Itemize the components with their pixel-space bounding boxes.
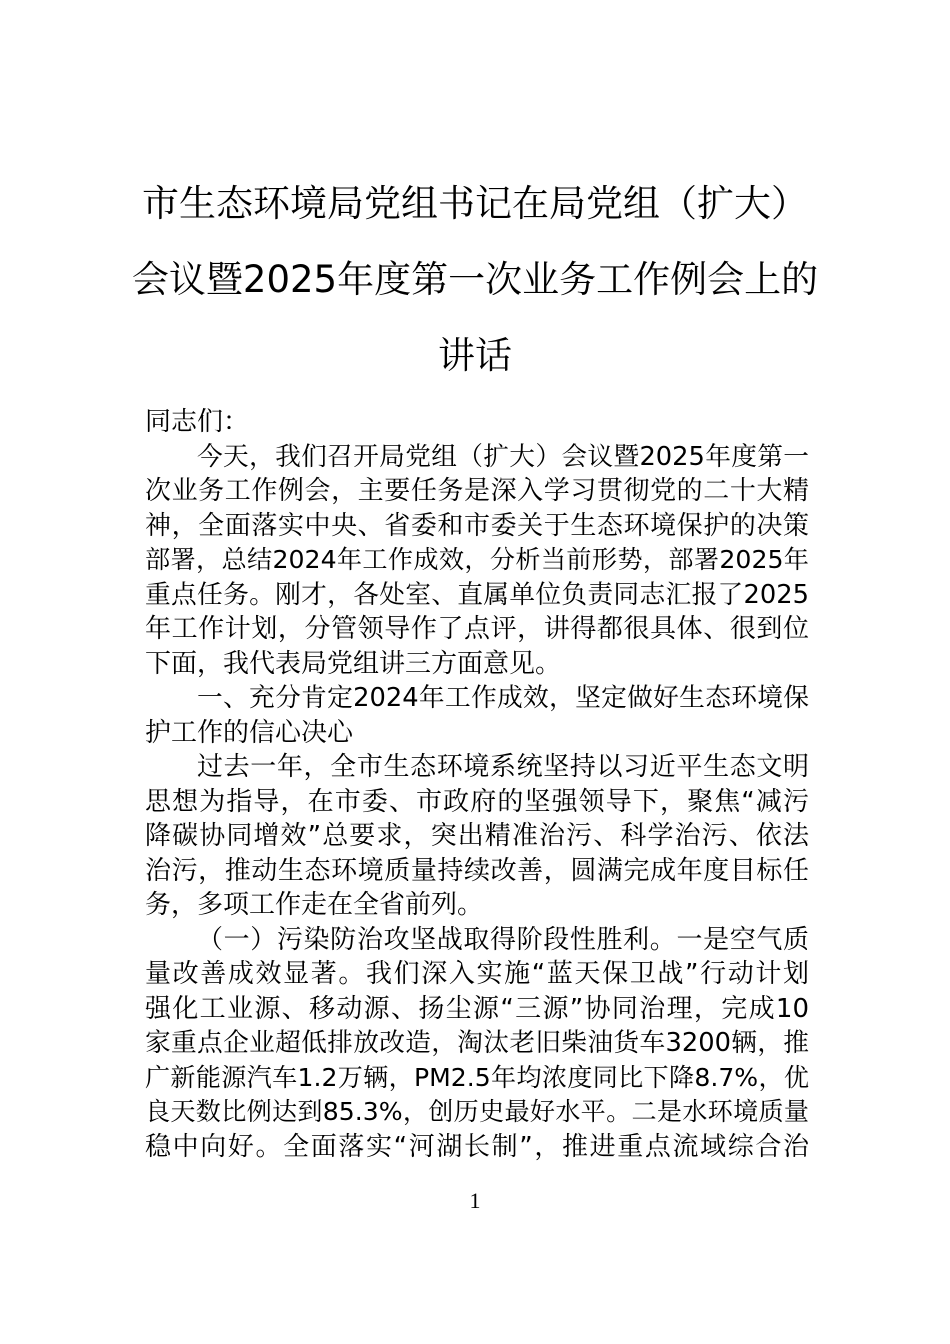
paragraph-line: 今天，我们召开局党组（扩大）会议暨2025年度第一 [197, 441, 809, 472]
paragraph-line: 家重点企业超低排放改造，淘汰老旧柴油货车3200辆，推 [145, 1028, 809, 1058]
paragraph-line: 广新能源汽车1.2万辆，PM2.5年均浓度同比下降8.7%，优 [145, 1062, 809, 1092]
paragraph-line: 部署，总结2024年工作成效，分析当前形势，部署2025年 [145, 545, 809, 574]
document-title [120, 166, 830, 394]
paragraph-line: （一）污染防治攻坚战取得阶段性胜利。一是空气质 [197, 924, 809, 955]
paragraph-line: 量改善成效显著。我们深入实施“蓝天保卫战”行动计划 [145, 959, 809, 989]
paragraph-line: 思想为指导，在市委、市政府的坚强领导下，聚焦“减污 [145, 786, 809, 817]
document-body [145, 405, 809, 1164]
paragraph-line: 重点任务。刚才，各处室、直属单位负责同志汇报了2025 [145, 579, 809, 610]
paragraph-line: 神，全面落实中央、省委和市委关于生态环境保护的决策 [145, 510, 809, 541]
paragraph-line: 良天数比例达到85.3%，创历史最好水平。二是水环境质量 [145, 1097, 809, 1126]
title-line-2: 会议暨2025年度第一次业务工作例会上的 [131, 258, 819, 301]
section-heading-line: 护工作的信心决心 [145, 717, 354, 748]
page-number: 1 [469, 1188, 481, 1213]
paragraph-line: 次业务工作例会，主要任务是深入学习贯彻党的二十大精 [145, 476, 809, 506]
paragraph-line: 下面，我代表局党组讲三方面意见。 [145, 648, 562, 679]
paragraph-line: 稳中向好。全面落实“河湖长制”，推进重点流域综合治 [145, 1131, 809, 1162]
title-line-3: 讲话 [438, 334, 512, 377]
salutation: 同志们： [145, 407, 250, 437]
title-line-1: 市生态环境局党组书记在局党组（扩大） [142, 182, 808, 225]
paragraph-line: 务，多项工作走在全省前列。 [145, 890, 484, 920]
paragraph-line: 治污，推动生态环境质量持续改善，圆满完成年度目标任 [145, 855, 809, 886]
paragraph-line: 强化工业源、移动源、扬尘源“三源”协同治理，完成10 [145, 993, 809, 1024]
paragraph-line: 降碳协同增效”总要求，突出精准治污、科学治污、依法 [145, 821, 809, 851]
section-heading-line: 一、充分肯定2024年工作成效，坚定做好生态环境保 [197, 683, 809, 713]
paragraph-line: 过去一年，全市生态环境系统坚持以习近平生态文明 [197, 752, 809, 782]
paragraph-line: 年工作计划，分管领导作了点评，讲得都很具体、很到位 [145, 614, 809, 644]
